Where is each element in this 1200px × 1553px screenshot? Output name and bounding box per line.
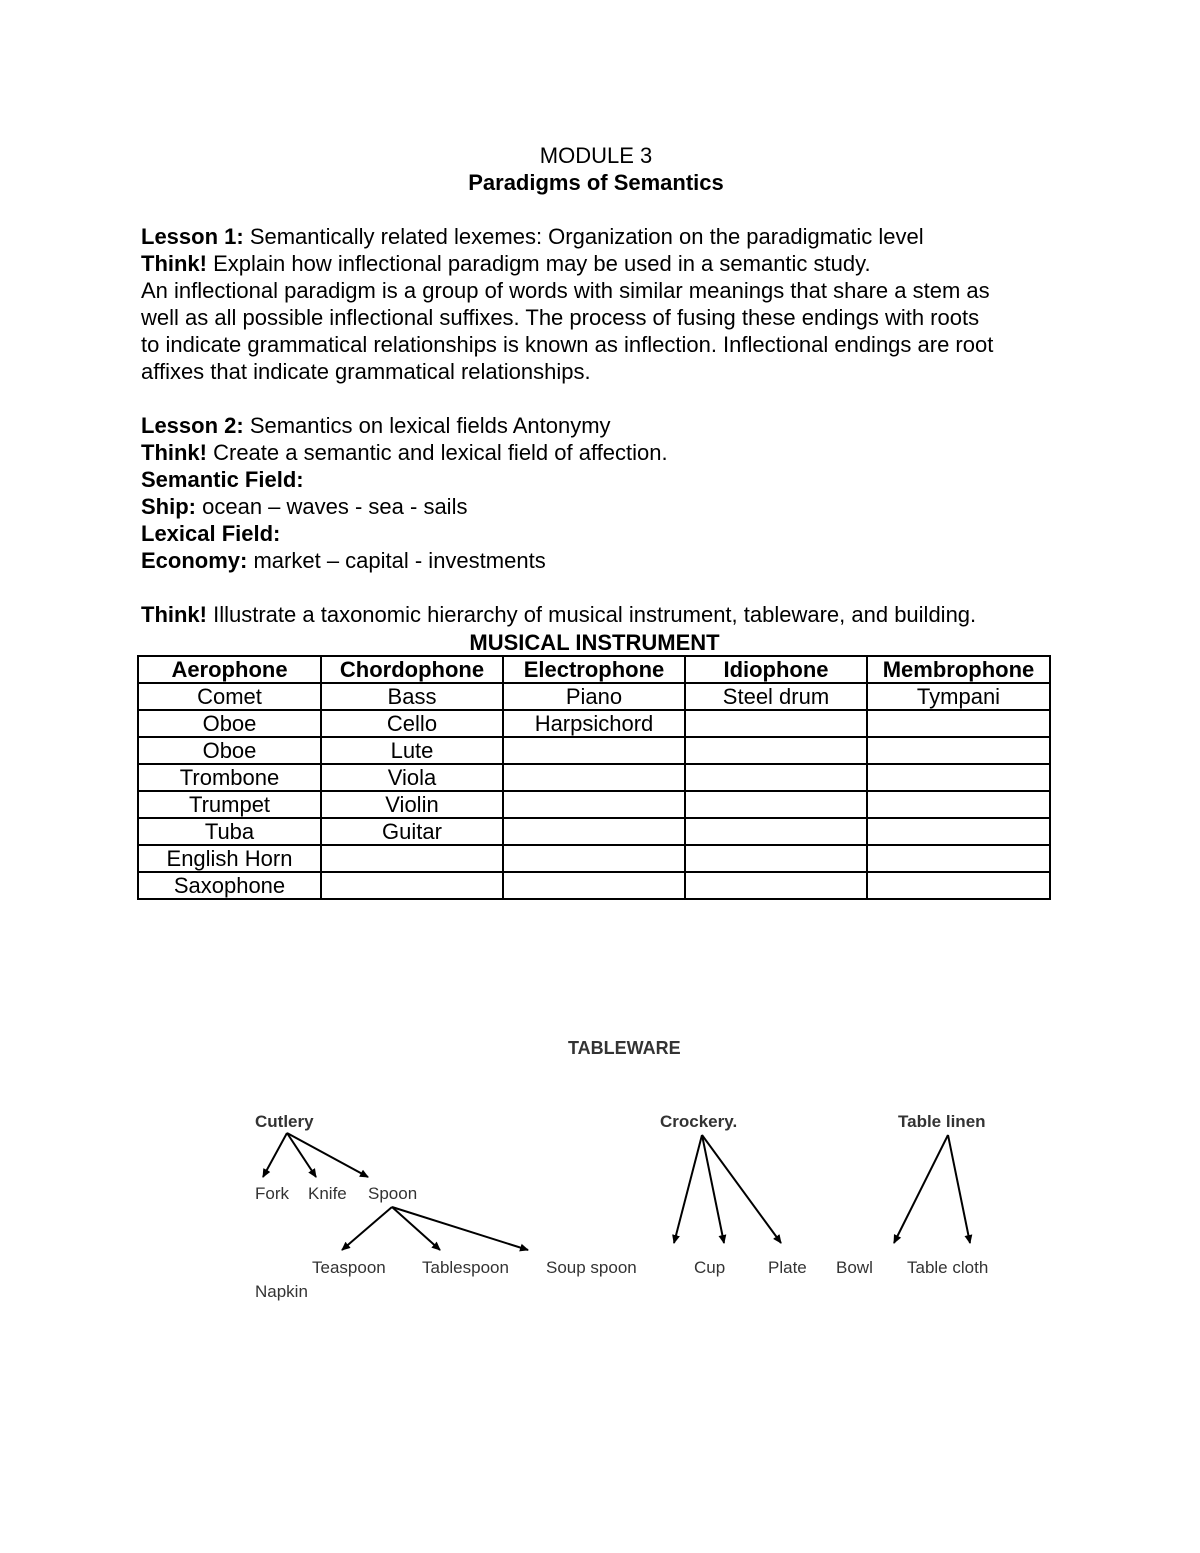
- economy-field: Economy: market – capital - investments: [141, 548, 546, 573]
- table-cell: Trombone: [138, 764, 321, 791]
- table-cell: [867, 764, 1050, 791]
- arrow-spoon-tablespoon: [392, 1207, 440, 1250]
- spoon-label: Spoon: [368, 1184, 418, 1203]
- lesson1-think: Think! Explain how inflectional paradigm may be used in a semantic study.: [141, 251, 871, 276]
- table-cell: [503, 872, 685, 899]
- table-cell: [867, 818, 1050, 845]
- arrow-linen-bowl: [894, 1135, 948, 1243]
- table-cell: Tuba: [138, 818, 321, 845]
- table-cell: [321, 872, 503, 899]
- table-row: [138, 710, 1050, 737]
- lesson1-heading: Lesson 1: Semantically related lexemes: Organization on the paradigmatic level: [141, 224, 924, 249]
- arrow-linen-table-cloth: [948, 1135, 970, 1243]
- lexical-field-label: Lexical Field:: [141, 521, 281, 546]
- table-cell: Saxophone: [138, 872, 321, 899]
- teaspoon-label: Teaspoon: [312, 1258, 386, 1277]
- table-cell: Trumpet: [138, 791, 321, 818]
- table-linen-label: Table linen: [898, 1112, 986, 1131]
- table-cell: Comet: [138, 683, 321, 710]
- table-row: [138, 818, 1050, 845]
- knife-label: Knife: [308, 1184, 347, 1203]
- table-cloth-label: Table cloth: [907, 1258, 989, 1277]
- table-cell: [685, 845, 867, 872]
- table-cell: [867, 791, 1050, 818]
- table-header-row: [138, 656, 1050, 683]
- lesson2-heading: Lesson 2: Semantics on lexical fields Antonymy: [141, 413, 611, 438]
- table-cell: [867, 710, 1050, 737]
- column-header: Chordophone: [321, 656, 503, 683]
- lesson1-answer-line: well as all possible inflectional suffixes. The process of fusing these endings with roots: [141, 305, 980, 330]
- table-cell: Viola: [321, 764, 503, 791]
- table-cell: [503, 845, 685, 872]
- table-cell: [685, 818, 867, 845]
- table-cell: Oboe: [138, 710, 321, 737]
- musical-instrument-table: [137, 655, 1051, 900]
- arrow-crockery-left: [674, 1135, 702, 1243]
- arrow-cutlery-spoon: [287, 1133, 368, 1177]
- table-cell: [685, 791, 867, 818]
- bowl-label: Bowl: [836, 1258, 873, 1277]
- lesson1-answer-line: An inflectional paradigm is a group of words with similar meanings that share a stem as: [141, 278, 990, 303]
- semantic-field-label: Semantic Field:: [141, 467, 304, 492]
- table-cell: Oboe: [138, 737, 321, 764]
- column-header: Electrophone: [503, 656, 685, 683]
- table-cell: [503, 791, 685, 818]
- table-cell: Tympani: [867, 683, 1050, 710]
- table-row: [138, 845, 1050, 872]
- table-cell: Lute: [321, 737, 503, 764]
- table-cell: [685, 764, 867, 791]
- column-header: Aerophone: [138, 656, 321, 683]
- table-cell: [685, 710, 867, 737]
- table-cell: [685, 872, 867, 899]
- table-cell: [503, 764, 685, 791]
- table-cell: [867, 872, 1050, 899]
- table-cell: [685, 737, 867, 764]
- table-row: [138, 791, 1050, 818]
- table-cell: [503, 818, 685, 845]
- lesson2-think: Think! Create a semantic and lexical field of affection.: [141, 440, 668, 465]
- crockery-label: Crockery.: [660, 1112, 738, 1131]
- arrow-spoon-soup-spoon: [392, 1207, 528, 1250]
- tableware-title: TABLEWARE: [568, 1038, 681, 1058]
- table-cell: [867, 737, 1050, 764]
- table-cell: [321, 845, 503, 872]
- module-number: MODULE 3: [539, 143, 653, 168]
- table-cell: English Horn: [138, 845, 321, 872]
- table-row: [138, 683, 1050, 710]
- ship-field: Ship: ocean – waves - sea - sails: [141, 494, 468, 519]
- column-header: Idiophone: [685, 656, 867, 683]
- table-cell: Steel drum: [685, 683, 867, 710]
- table-cell: [867, 845, 1050, 872]
- table-cell: [503, 737, 685, 764]
- arrow-cutlery-fork: [263, 1133, 287, 1177]
- fork-label: Fork: [255, 1184, 289, 1203]
- musical-instrument-title: MUSICAL INSTRUMENT: [469, 630, 720, 655]
- column-header: Membrophone: [867, 656, 1050, 683]
- table-row: [138, 764, 1050, 791]
- tablespoon-label: Tablespoon: [422, 1258, 509, 1277]
- lesson1-answer-line: to indicate grammatical relationships is known as inflection. Inflectional endings are root: [141, 332, 994, 357]
- document-body: [141, 223, 1071, 628]
- arrow-cutlery-knife: [287, 1133, 316, 1177]
- table-cell: Bass: [321, 683, 503, 710]
- table-cell: Guitar: [321, 818, 503, 845]
- cutlery-label: Cutlery: [255, 1112, 314, 1131]
- table-cell: Violin: [321, 791, 503, 818]
- table-row: [138, 737, 1050, 764]
- plate-label: Plate: [768, 1258, 807, 1277]
- table-cell: Harpsichord: [503, 710, 685, 737]
- table-cell: Cello: [321, 710, 503, 737]
- module-subtitle: Paradigms of Semantics: [468, 170, 724, 195]
- tableware-diagram: [0, 1025, 1200, 1325]
- napkin-label: Napkin: [255, 1282, 308, 1301]
- arrow-spoon-teaspoon: [342, 1207, 392, 1250]
- lesson2-think-taxonomy: Think! Illustrate a taxonomic hierarchy of musical instrument, tableware, and building.: [141, 602, 977, 627]
- cup-label: Cup: [694, 1258, 726, 1277]
- table-row: [138, 872, 1050, 899]
- soup-spoon-label: Soup spoon: [546, 1258, 637, 1277]
- table-cell: Piano: [503, 683, 685, 710]
- lesson1-answer-line: affixes that indicate grammatical relationships.: [141, 359, 591, 384]
